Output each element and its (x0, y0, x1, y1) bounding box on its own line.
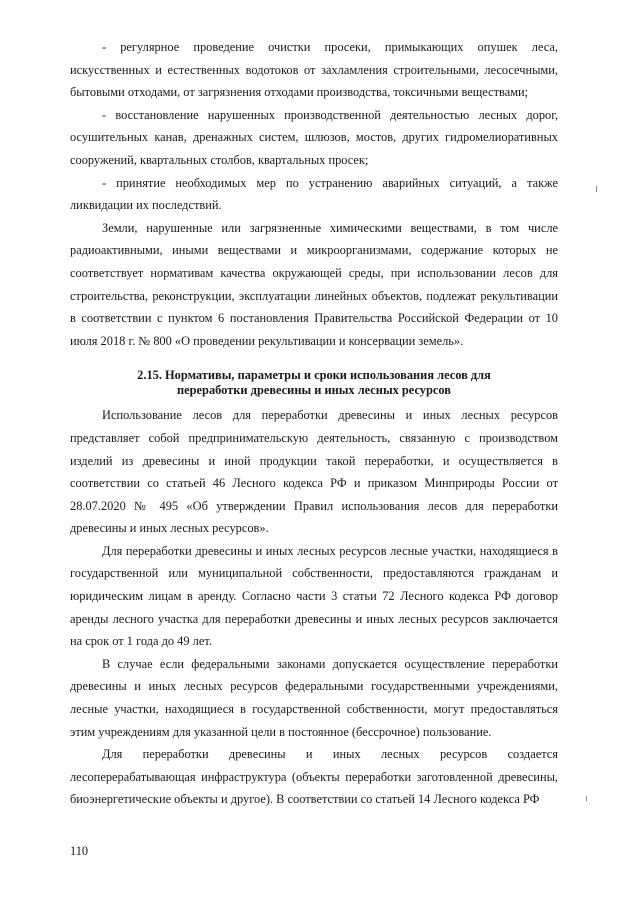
paragraph-restoration: - восстановление нарушенных производственной деятельностью лесных дорог, осушительных канав, дренажных систем, шлюзов, мостов, других гидромелиоративных сооружений, квартальных столбов, квартальных просек; (70, 107, 558, 167)
section-heading-line-2: переработки древесины и иных лесных ресурсов (177, 383, 451, 398)
section-heading (70, 368, 558, 398)
document-page (70, 36, 558, 811)
page-number: 110 (70, 844, 89, 858)
scan-mark (596, 186, 597, 192)
section-heading-line-1: 2.15. Нормативы, параметры и сроки использования лесов для (137, 368, 491, 383)
paragraph-cleaning: - регулярное проведение очистки просеки, примыкающих опушек леса, искусственных и естественных водотоков от захламления строительными, лесосечными, бытовыми отходами, от загрязнения отходами производства, токсичными веществами; (70, 40, 558, 100)
paragraph-reclamation: Земли, нарушенные или загрязненные химическими веществами, в том числе радиоактивными, иными веществами и микроорганизмами, содержание которых не соответствует нормативам качества окружающей среды, при использовании лесов для строительства, реконструкции, эксплуатации линейных объектов, подлежат рекультивации в соответствии с пунктом 6 постановления Правительства Российской Федерации от 10 июля 2018 г. № 800 «О проведении рекультивации и консервации земель». (70, 220, 558, 348)
paragraph-federal-institutions: В случае если федеральными законами допускается осуществление переработки древесины и иных лесных ресурсов федеральными государственными учреждениями, лесные участки, находящиеся в государственной собственности, могут предоставляться этим учреждениям для указанной цели в постоянное (бессрочное) пользование. (70, 656, 558, 739)
paragraph-infrastructure: Для переработки древесины и иных лесных ресурсов создается лесоперерабатывающая инфраструктура (объекты переработки заготовленной древесины, биоэнергетические объекты и другое). В соответствии со статьей 14 Лесного кодекса РФ (70, 747, 558, 807)
paragraph-emergency: - принятие необходимых мер по устранению аварийных ситуаций, а также ликвидации их последствий. (70, 175, 558, 213)
paragraph-lease: Для переработки древесины и иных лесных ресурсов лесные участки, находящиеся в государственной или муниципальной собственности, предоставляются гражданам и юридическим лицам в аренду. Согласно части 3 статьи 72 Лесного кодекса РФ договор аренды лесного участка для переработки древесины и иных лесных ресурсов заключается на срок от 1 года до 49 лет. (70, 543, 558, 649)
paragraph-forest-use: Использование лесов для переработки древесины и иных лесных ресурсов представляет собой предпринимательскую деятельность, связанную с производством изделий из древесины и иной продукции такой переработки, и осуществляется в соответствии со статьей 46 Лесного кодекса РФ и приказом Минприроды России от 28.07.2020 № 495 «Об утверждении Правил использования лесов для переработки древесины и иных лесных ресурсов». (70, 408, 558, 536)
scan-mark (586, 796, 587, 801)
